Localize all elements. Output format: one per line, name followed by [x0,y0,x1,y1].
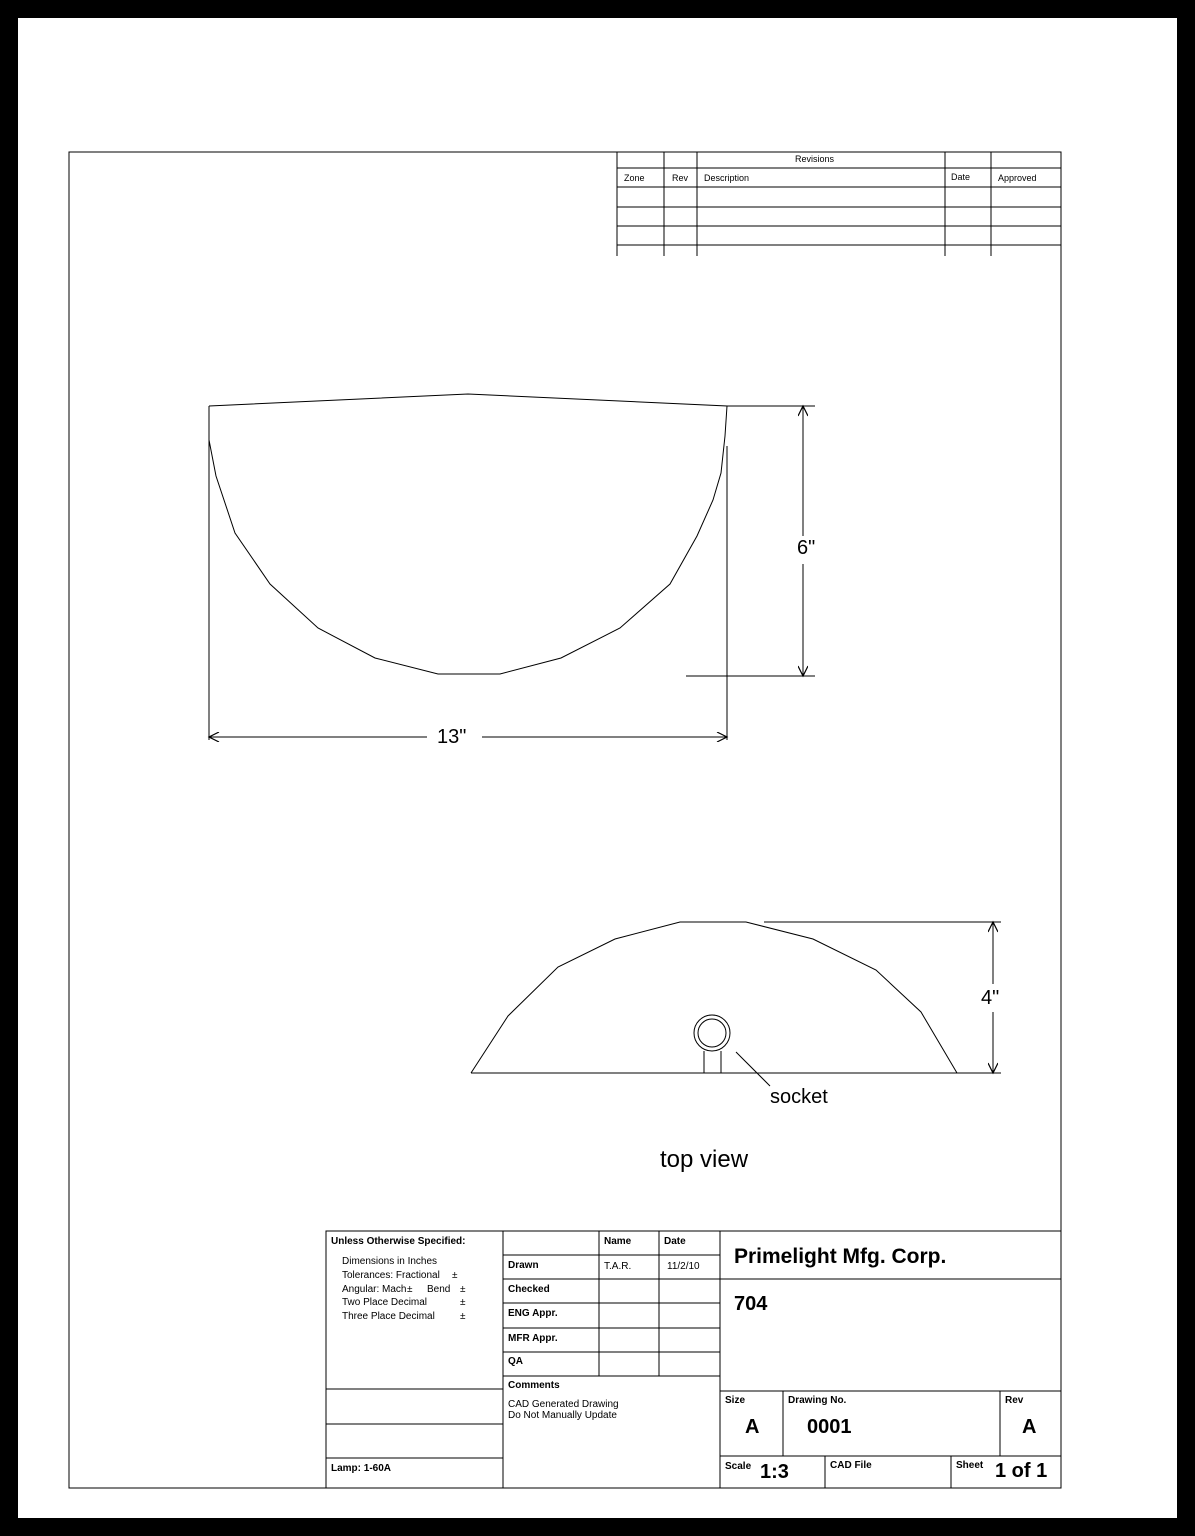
revisions-header-description: Description [704,173,750,183]
rev-value: A [1022,1416,1037,1438]
revisions-table-grid [617,152,1061,256]
approvals-header-name: Name [604,1236,632,1247]
size-label: Size [725,1395,746,1406]
lamp-label: Lamp: 1-60A [331,1463,392,1474]
drawing-sheet [18,18,1177,1518]
revisions-header-approved: Approved [998,173,1037,183]
size-value: A [745,1416,760,1438]
tolerance-angular-pm: ± [407,1284,413,1295]
tolerance-line-two-place: Two Place Decimal [342,1297,428,1308]
tolerance-bend: Bend [427,1284,451,1295]
tolerance-line-fractional: Tolerances: Fractional [342,1270,440,1281]
rev-label: Rev [1005,1395,1024,1406]
scale-label: Scale [725,1461,752,1472]
revisions-header-rev: Rev [672,173,689,183]
sheet-label: Sheet [956,1460,984,1471]
approval-name-drawn: T.A.R. [604,1261,632,1272]
tolerance-line-angular: Angular: Mach [342,1284,407,1295]
drawing-no-value: 0001 [807,1416,852,1438]
dimension-width-label: 13" [437,726,467,748]
approval-role-checked: Checked [508,1284,550,1295]
socket-inner-circle [698,1019,726,1047]
lamp-front-view-outline [209,394,727,674]
comments-line-1: CAD Generated Drawing [508,1399,619,1410]
tolerance-line-three-place: Three Place Decimal [342,1311,435,1322]
drawing-no-label: Drawing No. [788,1395,847,1406]
part-title: 704 [734,1293,768,1315]
tolerance-three-place-pm: ± [460,1311,466,1322]
tolerance-fractional-pm: ± [452,1270,458,1281]
lamp-top-view-outline [471,922,957,1073]
socket-label: socket [770,1086,828,1108]
drawing-geometry [18,18,1177,1518]
approvals-header-date: Date [664,1236,686,1247]
approval-role-mfr: MFR Appr. [508,1333,558,1344]
approval-role-eng: ENG Appr. [508,1308,558,1319]
cad-file-label: CAD File [830,1460,872,1471]
comments-label: Comments [508,1380,560,1391]
comments-line-2: Do Not Manually Update [508,1410,617,1421]
socket-outer-circle [694,1015,730,1051]
company-name: Primelight Mfg. Corp. [734,1245,947,1268]
dimension-top-view-height-label: 4" [981,987,1000,1009]
socket-leader-line [736,1052,770,1086]
tolerance-bend-pm: ± [460,1284,466,1295]
top-view-label: top view [660,1146,749,1173]
revisions-title: Revisions [795,154,835,164]
unless-specified-title: Unless Otherwise Specified: [331,1236,466,1247]
dimension-height-label: 6" [797,537,816,559]
revisions-header-date: Date [951,172,971,182]
tolerance-two-place-pm: ± [460,1297,466,1308]
approval-date-drawn: 11/2/10 [667,1261,700,1272]
revisions-header-zone: Zone [624,173,645,183]
drawing-border [69,152,1061,1488]
tolerance-line-dimensions: Dimensions in Inches [342,1256,438,1267]
sheet-value: 1 of 1 [995,1460,1048,1482]
approval-role-drawn: Drawn [508,1260,539,1271]
approval-role-qa: QA [508,1356,523,1367]
scale-value: 1:3 [760,1461,789,1483]
